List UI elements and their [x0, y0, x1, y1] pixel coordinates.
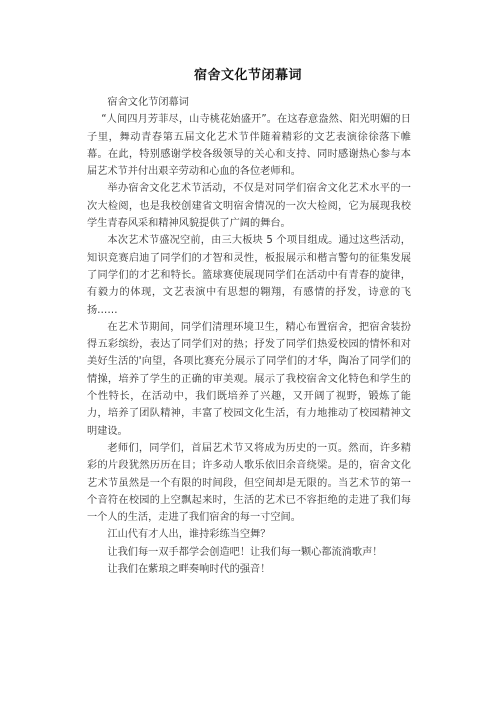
paragraph-call-voice: 让我们在紫琅之畔奏响时代的强音！ [107, 564, 271, 576]
paragraph-call-create: 让我们每一双手都学会创造吧！让我们每一颗心都流淌歌声！ [107, 546, 383, 558]
paragraph-opening: “人间四月芳菲尽，山寺桃花始盛开”。在这春意盎然、阳光明媚的日子里，舞动青春第五届文化艺术节伴随着精彩的文艺表演徐徐落下帷幕。在此，特别感谢学校各级领导的关心和支持、同时感谢热心参与本届艺术节并付出艰辛劳动和心血的各位老师和。 [87, 114, 411, 178]
paragraph-overview: 本次艺术节盛况空前，由三大板块 5 个项目组成。通过这些活动，知识竞赛启迪了同学们的才智和灵性，板报展示和楷言警句的征集发展了同学们的才艺和特长。篮球赛使展现同学们在活动中有青春的旋律，有毅力的体现，文艺表演中有思想的翱翔，有感情的抒发，诗意的飞扬…… [87, 235, 411, 316]
paragraph-activities: 在艺术节期间，同学们清理环境卫生，精心布置宿舍，把宿舍装扮得五彩缤纷，表达了同学们对的热；抒发了同学们热爱校园的情怀和对美好生活的'向望，各项比赛充分展示了同学们的才华，陶冶了同学们的情操，培养了学生的正确的审美观。展示了我校宿舍文化特色和学生的个性特长，在活动中，我们既培养了兴趣，又开阔了视野，锻炼了能力，培养了团队精神，丰富了校园文化生活，有力地推动了校园精神文明建设。 [87, 321, 411, 437]
document-body [87, 94, 411, 578]
paragraph-verse: 江山代有才人出，谁持彩练当空舞？ [107, 529, 271, 541]
paragraph-subtitle: 宿舍文化节闭幕词 [107, 97, 189, 108]
paragraph-purpose: 举办宿舍文化艺术节活动，不仅是对同学们宿舍文化艺术水平的一次大检阅，也是我校创建省文明宿舍情况的一次大检阅，它为展现我校学生青春风采和精神风貌提供了广阔的舞台。 [87, 183, 411, 230]
paragraph-reflection: 老师们，同学们，首届艺术节又将成为历史的一页。然而，许多精彩的片段犹然历历在目；许多动人歌乐依旧余音绕梁。是的，宿舍文化艺术节虽然是一个有限的时间段，但空间却是无限的。当艺术节的第一个音符在校园的上空飘起来时，生活的艺术已不容拒绝的走进了我们每一个人的生活，走进了我们宿舍的每一寸空间。 [87, 442, 411, 524]
document-title: 宿舍文化节闭幕词 [193, 68, 302, 83]
